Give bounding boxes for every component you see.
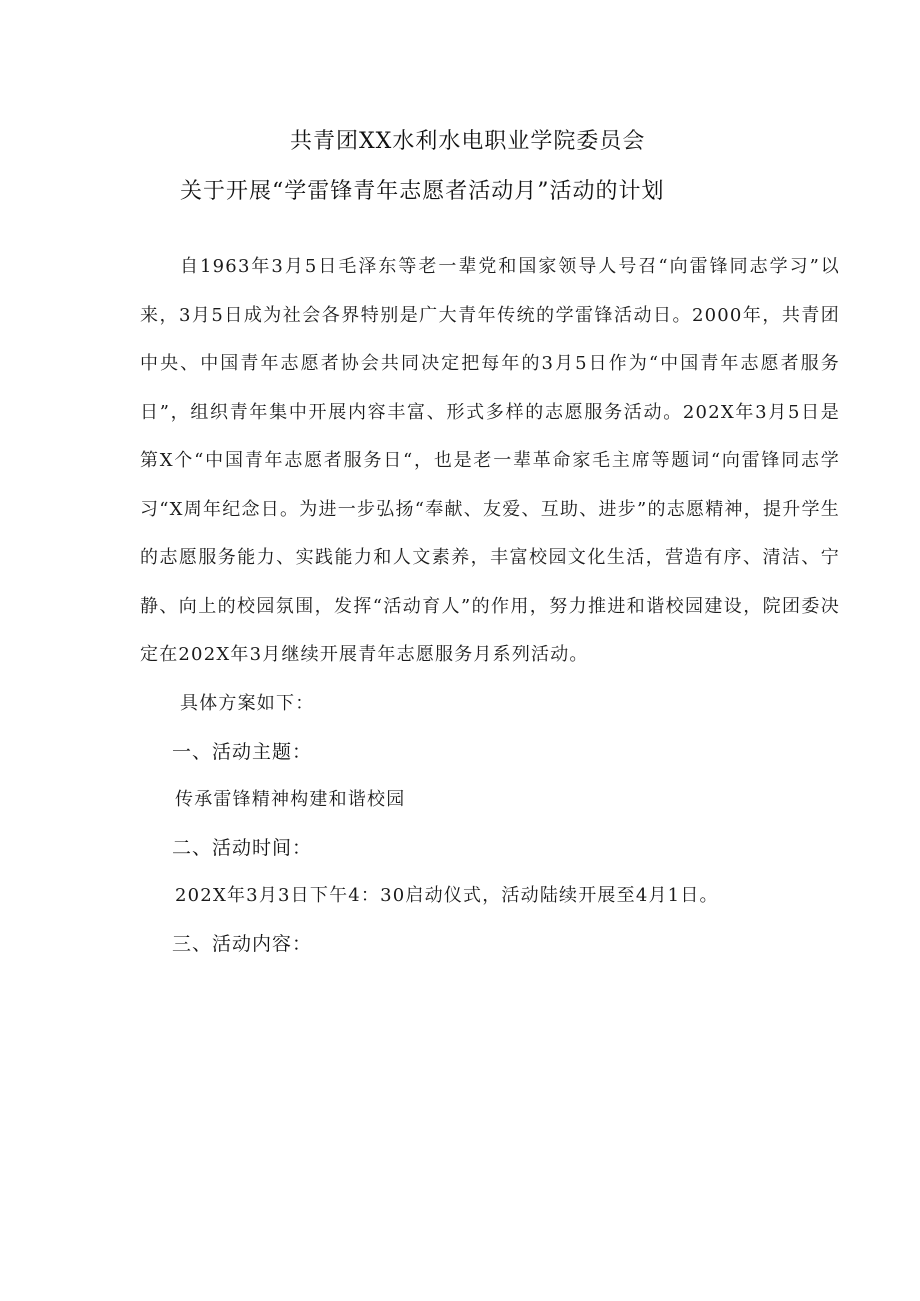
document-title-line-1: 共青团XX水利水电职业学院委员会 <box>290 129 646 154</box>
body-paragraph: 自1963年3月5日毛泽东等老一辈党和国家领导人号召“向雷锋同志学习”以来，3月5日成为社会各界特别是广大青年传统的学雷锋活动日。2000年，共青团中央、中国青年志愿者协会共同决定把每年的3月5日作为“中国青年志愿者服务日”，组织青年集中开展内容丰富、形式多样的志愿服务活动。202X年3月5日是第X个“中国青年志愿者服务日“，也是老一辈革命家毛主席等题词“向雷锋同志学习“X周年纪念日。为进一步弘扬“奉献、友爱、互助、进步”的志愿精神，提升学生的志愿服务能力、实践能力和人文素养，丰富校园文化生活，营造有序、清洁、宁静、向上的校园氛围，发挥“活动育人”的作用，努力推进和谐校园建设，院团委决定在202X年3月继续开展青年志愿服务月系列活动。 <box>140 256 840 665</box>
section-content-theme: 传承雷锋精神构建和谐校园 <box>175 789 406 810</box>
section-heading-time: 二、活动时间： <box>172 837 313 859</box>
intro-text: 具体方案如下： <box>180 693 315 714</box>
document-title-line-2: 关于开展“学雷锋青年志愿者活动月”活动的计划 <box>180 179 665 204</box>
section-heading-theme: 一、活动主题： <box>172 741 313 763</box>
section-content-time: 202X年3月3日下午4：30启动仪式，活动陆续开展至4月1日。 <box>175 885 719 906</box>
section-heading-content: 三、活动内容： <box>172 933 313 955</box>
